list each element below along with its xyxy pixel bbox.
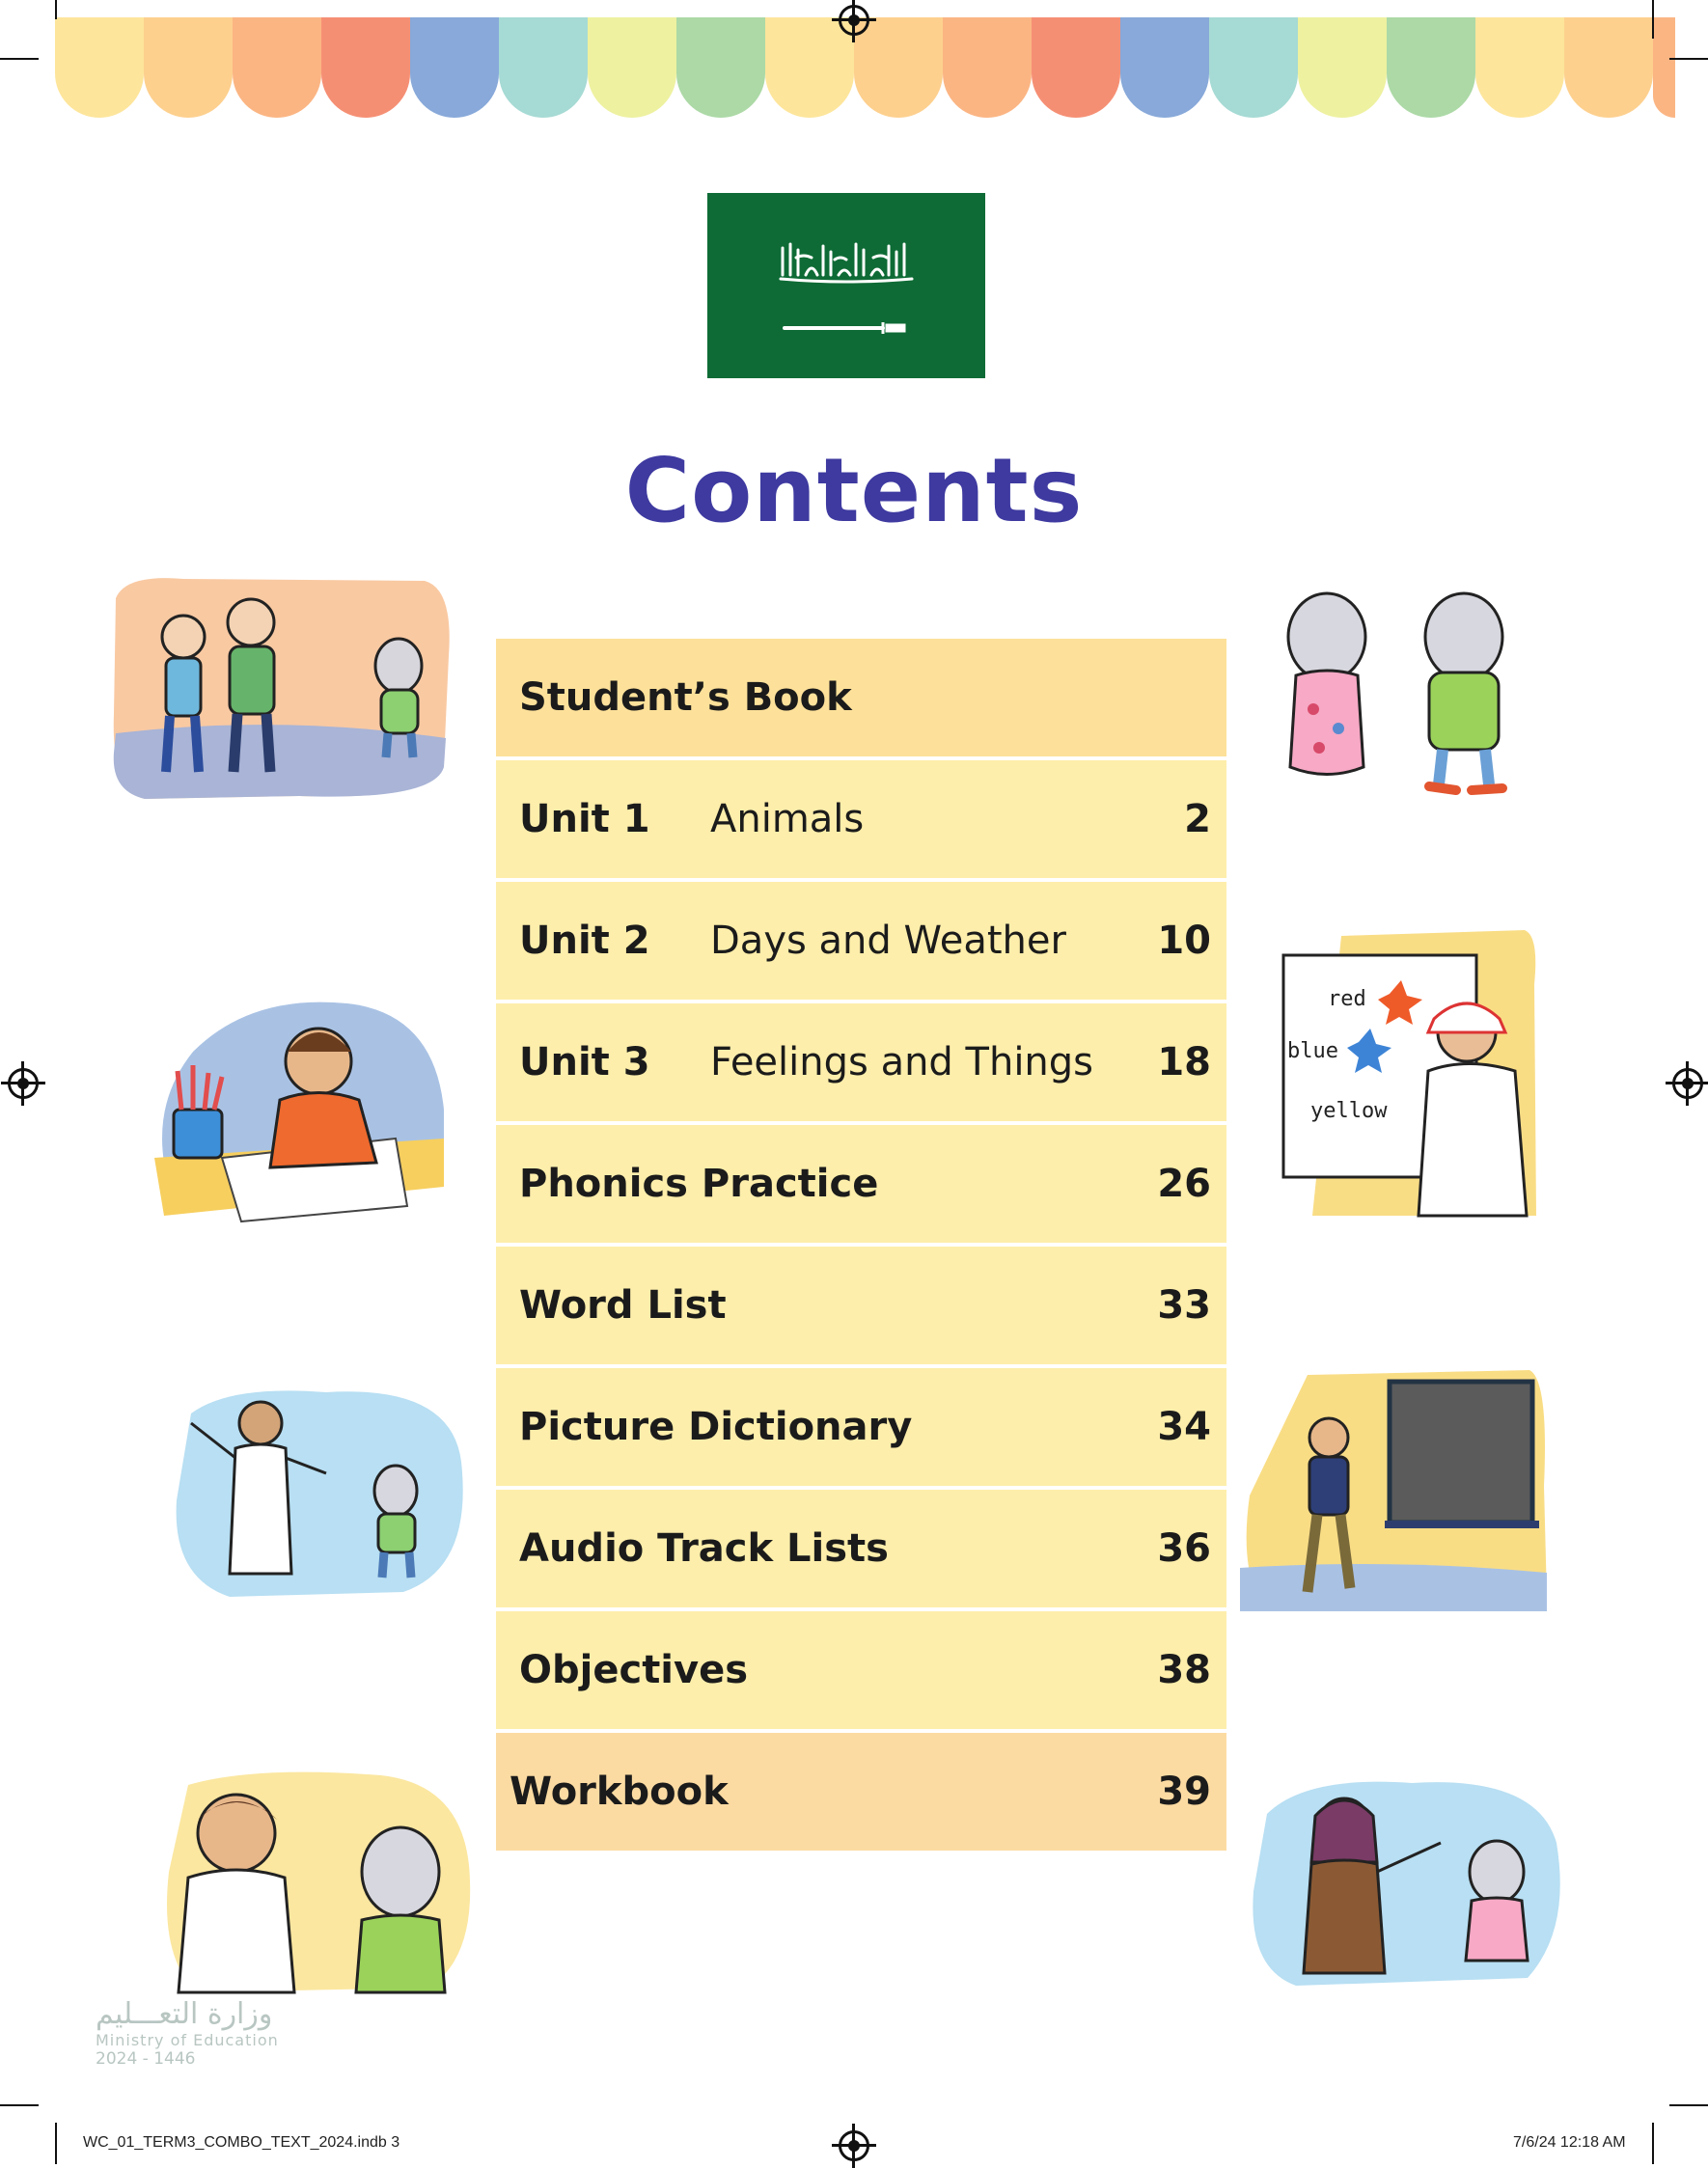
toc-row-unit-1[interactable] <box>496 760 1226 882</box>
ministry-year: 2024 - 1446 <box>96 2049 196 2069</box>
crop-line <box>1652 0 1654 39</box>
registration-mark-left <box>8 1068 39 1099</box>
scallop <box>765 17 854 118</box>
illustration-boy-clapping <box>159 1766 478 2002</box>
unit-topic: Days and Weather <box>710 919 1066 963</box>
crop-line <box>1669 58 1708 60</box>
scallop <box>55 17 144 118</box>
scallop <box>1475 17 1564 118</box>
scallop <box>676 17 765 118</box>
scallop <box>1564 17 1653 118</box>
print-file-slug: WC_01_TERM3_COMBO_TEXT_2024.indb 3 <box>83 2134 400 2151</box>
page-number: 18 <box>1157 1040 1211 1084</box>
registration-mark-right <box>1672 1068 1703 1099</box>
illustration-girl-and-cat <box>1248 1775 1571 1992</box>
registration-mark-top <box>839 5 869 36</box>
toc-row-phonics-practice[interactable] <box>496 1125 1226 1247</box>
ministry-of-education-logo <box>96 1997 279 2069</box>
page-number: 36 <box>1157 1526 1211 1571</box>
page-title: Contents <box>624 439 1084 542</box>
scallop <box>1653 17 1675 118</box>
section-label: Objectives <box>519 1648 749 1692</box>
word-yellow: yellow <box>1310 1099 1388 1123</box>
scallop <box>410 17 499 118</box>
unit-topic: Animals <box>710 797 865 841</box>
toc-row-workbook[interactable] <box>496 1733 1226 1854</box>
scallop <box>1120 17 1209 118</box>
scallop <box>321 17 410 118</box>
illustration-boys-waving <box>106 569 461 806</box>
section-label: Word List <box>519 1283 727 1328</box>
unit-topic: Feelings and Things <box>710 1040 1094 1084</box>
scalloped-border <box>55 17 1689 118</box>
page-number: 34 <box>1157 1405 1211 1449</box>
scallop <box>1387 17 1475 118</box>
page-number: 39 <box>1157 1770 1211 1814</box>
toc-header-label: Student’s Book <box>519 675 852 720</box>
scallop <box>233 17 321 118</box>
registration-mark-bottom <box>839 2130 869 2161</box>
crop-line <box>0 2104 39 2106</box>
page-number: 33 <box>1157 1283 1211 1328</box>
unit-label: Unit 1 <box>519 797 650 841</box>
page-number: 38 <box>1157 1648 1211 1692</box>
illustration-boy-and-cat-waving <box>172 1385 473 1602</box>
toc-row-picture-dictionary[interactable] <box>496 1368 1226 1490</box>
crop-line <box>0 58 39 60</box>
crop-line <box>1669 2104 1708 2106</box>
contents-table <box>496 639 1226 1854</box>
scallop <box>854 17 943 118</box>
illustration-boy-at-blackboard <box>1240 1370 1549 1621</box>
print-date: 7/6/24 12:18 AM <box>1513 2134 1626 2151</box>
word-red: red <box>1328 987 1366 1011</box>
toc-row-audio-track-lists[interactable] <box>496 1490 1226 1611</box>
illustration-teacher-colours <box>1274 926 1539 1225</box>
scallop <box>1298 17 1387 118</box>
scallop <box>1209 17 1298 118</box>
unit-label: Unit 2 <box>519 919 650 963</box>
page-number: 10 <box>1157 919 1211 963</box>
ministry-name-arabic: وزارة التعـــليم <box>96 1997 273 2031</box>
word-blue: blue <box>1287 1039 1338 1063</box>
section-label: Workbook <box>510 1770 729 1814</box>
scallop <box>943 17 1032 118</box>
scallop <box>588 17 676 118</box>
scallop <box>499 17 588 118</box>
scallop <box>144 17 233 118</box>
section-label: Picture Dictionary <box>519 1405 913 1449</box>
page-number: 26 <box>1157 1162 1211 1206</box>
toc-row-objectives[interactable] <box>496 1611 1226 1733</box>
toc-row-unit-2[interactable] <box>496 882 1226 1003</box>
toc-header-students-book[interactable] <box>496 639 1226 760</box>
section-label: Phonics Practice <box>519 1162 879 1206</box>
illustration-boy-writing <box>154 994 454 1225</box>
toc-row-unit-3[interactable] <box>496 1003 1226 1125</box>
section-label: Audio Track Lists <box>519 1526 889 1571</box>
crop-line <box>55 0 57 19</box>
unit-label: Unit 3 <box>519 1040 650 1084</box>
page-number: 2 <box>1184 797 1211 841</box>
crop-line <box>55 2123 57 2164</box>
saudi-flag <box>707 193 985 378</box>
sword-emblem <box>783 316 910 340</box>
ministry-name-english: Ministry of Education <box>96 2031 279 2049</box>
illustration-twin-cats <box>1250 584 1558 806</box>
scallop <box>1032 17 1120 118</box>
crop-line <box>1652 2123 1654 2164</box>
shahada-emblem <box>777 236 916 287</box>
toc-row-word-list[interactable] <box>496 1247 1226 1368</box>
